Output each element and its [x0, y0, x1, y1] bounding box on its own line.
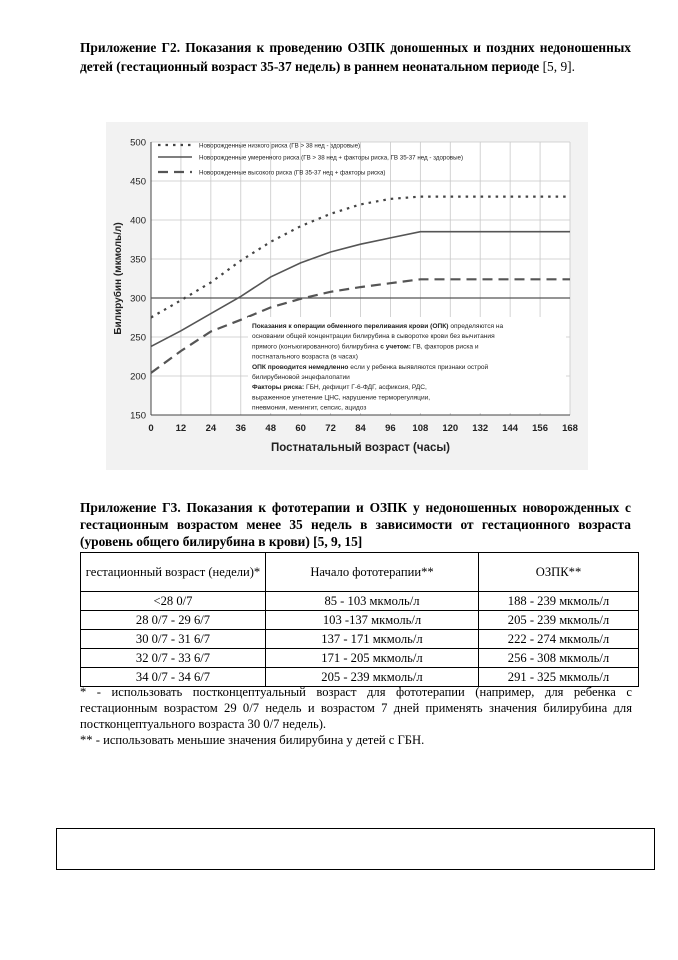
annotation-line: [252, 332, 495, 340]
table-cell: 32 0/7 - 33 6/7: [81, 649, 266, 668]
header-exchange-transfusion: ОЗПК**: [479, 553, 639, 592]
annotation-span: Факторы риска:: [252, 384, 305, 392]
y-tick-label: 200: [130, 371, 146, 383]
table-notes: [80, 684, 632, 748]
appendix-g2-ref: [5, 9].: [539, 59, 575, 74]
annotation-line: [252, 405, 366, 412]
annotation-span: если у ребенка выявляются признаки острой: [348, 363, 489, 371]
y-tick-label: 400: [130, 215, 146, 227]
x-tick-label: 120: [442, 423, 459, 434]
legend-entry: Новорожденные низкого риска (ГВ > 38 нед - здоровые): [199, 142, 361, 150]
table-row: [81, 630, 639, 649]
annotation-line: [252, 363, 489, 371]
table-cell: 205 - 239 мкмоль/л: [266, 668, 479, 687]
annotation-line: [252, 322, 504, 330]
table-cell: 222 - 274 мкмоль/л: [479, 630, 639, 649]
table-cell: 28 0/7 - 29 6/7: [81, 611, 266, 630]
x-tick-label: 84: [355, 423, 366, 434]
table-cell: 291 - 325 мкмоль/л: [479, 668, 639, 687]
header-gestational-age: гестационный возраст (недели)*: [81, 553, 266, 592]
x-tick-label: 36: [235, 423, 247, 434]
table-cell: 171 - 205 мкмоль/л: [266, 649, 479, 668]
appendix-g3-heading: Приложение Г3. Показания к фототерапии и ОЗПК у недоношенных новорожденных с гестационным возрастом менее 35 недель в зависимости от гестационного возраста (уровень общего билирубина в крови) [5, 9, 15]: [80, 500, 631, 549]
annotation-span: выраженное угнетение ЦНС, нарушение терморегуляции,: [252, 394, 431, 402]
table-cell: 85 - 103 мкмоль/л: [266, 592, 479, 611]
table-header-row: [81, 553, 639, 592]
table-cell: <28 0/7: [81, 592, 266, 611]
annotation-span: Показания к операции обменного переливания крови (ОПК): [252, 323, 449, 330]
appendix-g2-title: Приложение Г2. Показания к проведению ОЗПК доношенных и поздних недоношенных детей (гестационный возраст 35-37 недель) в раннем неонатальном периоде: [80, 40, 631, 74]
annotation-span: постнатального возраста (в часах): [252, 353, 358, 361]
y-tick-label: 500: [130, 137, 146, 149]
x-tick-label: 132: [472, 423, 489, 434]
x-tick-label: 72: [325, 423, 336, 434]
legend-entry: Новорожденные высокого риска (ГВ 35-37 нед + факторы риска): [199, 169, 386, 177]
legend-entry: Новорожденные умеренного риска (ГВ > 38 нед + факторы риска, ГВ 35-37 нед - здоровые): [199, 154, 464, 162]
annotation-line: [252, 373, 350, 381]
table-cell: 30 0/7 - 31 6/7: [81, 630, 266, 649]
annotation-line: [252, 354, 358, 361]
table-row: [81, 649, 639, 668]
x-tick-label: 12: [175, 423, 187, 434]
annotation-span: ГБН, дефицит Г-6-ФДГ, асфиксия, РДС,: [304, 384, 427, 392]
table-row: [81, 611, 639, 630]
footer-box: [56, 828, 655, 870]
bilirubin-chart-svg: [106, 122, 588, 470]
y-axis-label: Билирубин (мкмоль/л): [113, 222, 124, 335]
annotation-span: билирубиновой энцефалопатии: [252, 374, 350, 381]
annotation-line: [252, 394, 430, 401]
y-tick-label: 150: [130, 410, 146, 422]
note-1: * - использовать постконцептуальный возраст для фототерапии (например, для ребенка с гестационным возрастом 29 0/7 недель и возрастом 7 дней применять значения билирубина для постконцептуального возраста 30 0/7 недель).: [80, 685, 632, 731]
x-tick-label: 168: [562, 423, 578, 434]
x-tick-label: 96: [385, 423, 396, 434]
x-axis-label: Постнатальный возраст (часы): [270, 442, 451, 454]
annotation-span: определяются на: [448, 323, 504, 330]
annotation-span: прямого (конъюгированного) билирубина: [252, 343, 381, 351]
table-row: [81, 592, 639, 611]
gray-band: [80, 750, 632, 768]
annotation-line: [252, 384, 427, 391]
x-tick-label: 60: [295, 423, 306, 434]
x-tick-label: 108: [412, 423, 429, 434]
x-tick-label: 144: [502, 423, 519, 434]
y-tick-label: 350: [130, 254, 146, 266]
y-tick-label: 300: [130, 293, 146, 305]
table-cell: 256 - 308 мкмоль/л: [479, 649, 639, 668]
table-cell: 103 -137 мкмоль/л: [266, 611, 479, 630]
y-tick-label: 250: [130, 332, 146, 344]
table-cell: 137 - 171 мкмоль/л: [266, 630, 479, 649]
note-2: ** - использовать меньшие значения билирубина у детей с ГБН.: [80, 733, 425, 747]
x-tick-label: 24: [205, 423, 217, 434]
appendix-g2-heading: [80, 38, 631, 76]
table-cell: 34 0/7 - 34 6/7: [81, 668, 266, 687]
x-tick-label: 48: [265, 423, 277, 434]
x-tick-label: 0: [148, 423, 154, 434]
header-phototherapy: Начало фототерапии**: [266, 553, 479, 592]
y-tick-label: 450: [130, 176, 146, 188]
annotation-line: [252, 342, 479, 350]
annotation-span: с учетом:: [380, 343, 411, 351]
bilirubin-chart: [106, 122, 588, 470]
annotation-span: ГВ, факторов риска и: [410, 343, 479, 351]
annotation-span: ОПК проводится немедленно: [252, 363, 349, 371]
phototherapy-table: [80, 552, 639, 687]
annotation-span: основании общей концентрации билирубина в сыворотке крови без вычитания: [252, 333, 495, 341]
annotation-span: пневмония, менингит, сепсис, ацидоз: [252, 404, 367, 412]
table-cell: 188 - 239 мкмоль/л: [479, 592, 639, 611]
x-tick-label: 156: [532, 423, 549, 434]
table-cell: 205 - 239 мкмоль/л: [479, 611, 639, 630]
